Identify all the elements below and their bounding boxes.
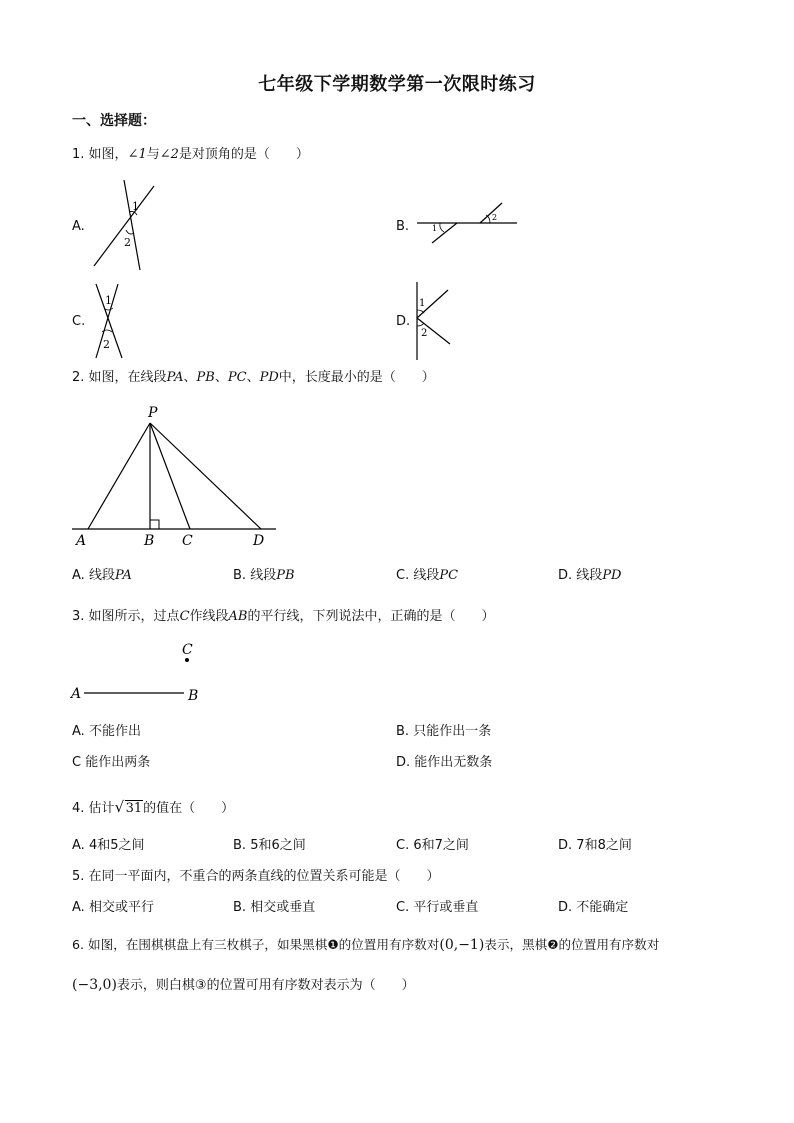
question-number: 2. — [72, 370, 85, 385]
question-text: 在同一平面内，不重合的两条直线的位置关系可能是（ ） — [88, 869, 440, 884]
point-c-label: C — [182, 533, 193, 549]
option-text: 6和7之间 — [413, 838, 469, 853]
sqrt-sign: √ — [114, 798, 125, 816]
option-segment: PB — [276, 568, 295, 583]
angle-1-label: ∠1 — [127, 147, 147, 162]
q4-option-c — [396, 837, 469, 855]
q1-option-c-figure — [90, 282, 130, 360]
segment-pc: PC — [227, 370, 247, 385]
angle-2-label: ∠2 — [159, 147, 179, 162]
separator: 、 — [183, 370, 197, 385]
q5-option-b — [233, 899, 315, 917]
option-text: 线段 — [88, 568, 115, 583]
option-letter: B. — [233, 900, 247, 915]
segment-pa: PA — [166, 370, 184, 385]
option-letter: C. — [396, 838, 410, 853]
question-text: 如图， — [88, 147, 128, 162]
option-segment: PC — [439, 568, 459, 583]
q3-segment-figure — [66, 636, 216, 708]
q1-option-b-letter: B. — [396, 219, 410, 234]
question-number: 5. — [72, 869, 85, 884]
question-5 — [72, 868, 440, 886]
option-text: 不能作出 — [88, 724, 141, 739]
question-3 — [72, 608, 495, 626]
option-letter: B. — [233, 838, 247, 853]
question-text: 如图所示，过点 — [88, 609, 180, 624]
q2-option-d — [558, 567, 621, 585]
option-text: 线段 — [413, 568, 440, 583]
segment-pd: PD — [259, 370, 279, 385]
question-text: 如图，在围棋棋盘上有三枚棋子，如果黑棋❶的位置用有序数对 — [88, 937, 440, 952]
segment-pb: PB — [196, 370, 215, 385]
q1a-label-2: 2 — [124, 236, 131, 249]
option-text: 相交或垂直 — [250, 900, 316, 915]
coordinate-2: (−3,0) — [72, 977, 117, 993]
question-text: 作线段 — [189, 609, 229, 624]
q1c-label-2: 2 — [103, 338, 110, 351]
q4-option-d — [558, 837, 632, 855]
q1-option-d-letter: D. — [396, 314, 411, 329]
option-letter: D. — [558, 838, 573, 853]
q3-option-c — [72, 754, 150, 772]
option-letter: D. — [558, 568, 573, 583]
point-b-label: B — [188, 688, 199, 704]
q2-option-c — [396, 567, 458, 585]
option-text: 线段 — [250, 568, 277, 583]
option-text: 7和8之间 — [576, 838, 632, 853]
q2-option-a — [72, 567, 132, 585]
q1d-label-2: 2 — [421, 328, 428, 339]
q1b-label-1: 1 — [432, 224, 438, 233]
segment-ab-ref: AB — [228, 609, 248, 624]
option-text: 能作出两条 — [85, 755, 151, 770]
point-c-label: C — [182, 642, 193, 658]
question-text: 如图，在线段 — [88, 370, 167, 385]
question-6-line-1 — [72, 936, 659, 954]
option-letter: B. — [396, 724, 410, 739]
q5-option-a — [72, 899, 154, 917]
q4-option-a — [72, 837, 144, 855]
point-p-label: P — [148, 405, 158, 421]
option-letter: C. — [396, 900, 410, 915]
q1a-label-1: 1 — [132, 200, 139, 213]
option-segment: PD — [602, 568, 622, 583]
q3-option-d — [396, 754, 492, 772]
q1b-label-2: 2 — [492, 213, 498, 222]
q4-option-b — [233, 837, 306, 855]
q2-option-b — [233, 567, 295, 585]
question-text: 是对顶角的是（ ） — [178, 147, 309, 162]
question-text: 的值在（ ） — [143, 801, 235, 816]
option-text: 不能确定 — [576, 900, 629, 915]
coordinate-1: (0,−1) — [439, 937, 485, 953]
question-text: 的平行线，下列说法中，正确的是（ ） — [247, 609, 495, 624]
q1c-label-1: 1 — [105, 294, 112, 307]
option-letter: B. — [233, 568, 247, 583]
question-number: 1. — [72, 147, 85, 162]
q5-option-c — [396, 899, 478, 917]
q3-option-b — [396, 723, 491, 741]
option-letter: C. — [396, 568, 410, 583]
q1-option-b-figure — [412, 195, 522, 245]
option-letter: A. — [72, 568, 85, 583]
point-c-dot — [185, 658, 189, 662]
option-segment: PA — [114, 568, 132, 583]
option-text: 相交或平行 — [88, 900, 154, 915]
point-a-label: A — [71, 686, 82, 702]
q1-option-c-letter: C. — [72, 314, 86, 329]
question-4 — [72, 800, 234, 818]
q1d-label-1: 1 — [419, 298, 426, 309]
option-letter: D. — [396, 755, 411, 770]
question-text: 表示，黑棋❷的位置用有序数对 — [484, 937, 660, 952]
question-text: 中，长度最小的是（ ） — [278, 370, 435, 385]
option-letter: A. — [72, 900, 85, 915]
separator: 、 — [214, 370, 228, 385]
section-heading: 一、选择题： — [72, 113, 156, 129]
question-2 — [72, 369, 435, 387]
point-b-label: B — [144, 533, 155, 549]
point-a-label: A — [76, 533, 87, 549]
q1-option-d-figure — [412, 282, 457, 362]
q5-option-d — [558, 899, 628, 917]
option-text: 能作出无数条 — [414, 755, 493, 770]
point-d-label: D — [253, 533, 265, 549]
question-number: 3. — [72, 609, 85, 624]
option-text: 平行或垂直 — [413, 900, 479, 915]
sqrt-expression — [115, 800, 144, 818]
q3-option-a — [72, 723, 141, 741]
option-letter: A. — [72, 724, 85, 739]
option-text: 线段 — [576, 568, 603, 583]
question-1 — [72, 146, 309, 164]
question-number: 4. — [72, 801, 85, 816]
question-text: 表示，则白棋③的位置可用有序数对表示为（ ） — [116, 978, 415, 993]
option-text: 只能作出一条 — [413, 724, 492, 739]
q2-triangle-figure — [66, 400, 286, 552]
option-letter: C — [72, 755, 82, 770]
point-c-ref: C — [179, 609, 190, 624]
option-letter: D. — [558, 900, 573, 915]
q1-option-a-figure — [88, 180, 158, 272]
question-text: 估计 — [88, 801, 115, 816]
option-text: 4和5之间 — [88, 838, 145, 853]
option-text: 5和6之间 — [250, 838, 306, 853]
option-letter: A. — [72, 838, 85, 853]
question-6-line-2 — [72, 976, 415, 995]
page-title: 七年级下学期数学第一次限时练习 — [258, 74, 536, 95]
question-text: 与 — [146, 147, 160, 162]
radicand: 31 — [125, 801, 143, 816]
separator: 、 — [246, 370, 260, 385]
question-number: 6. — [72, 937, 85, 952]
q1-option-a-letter: A. — [72, 219, 85, 234]
